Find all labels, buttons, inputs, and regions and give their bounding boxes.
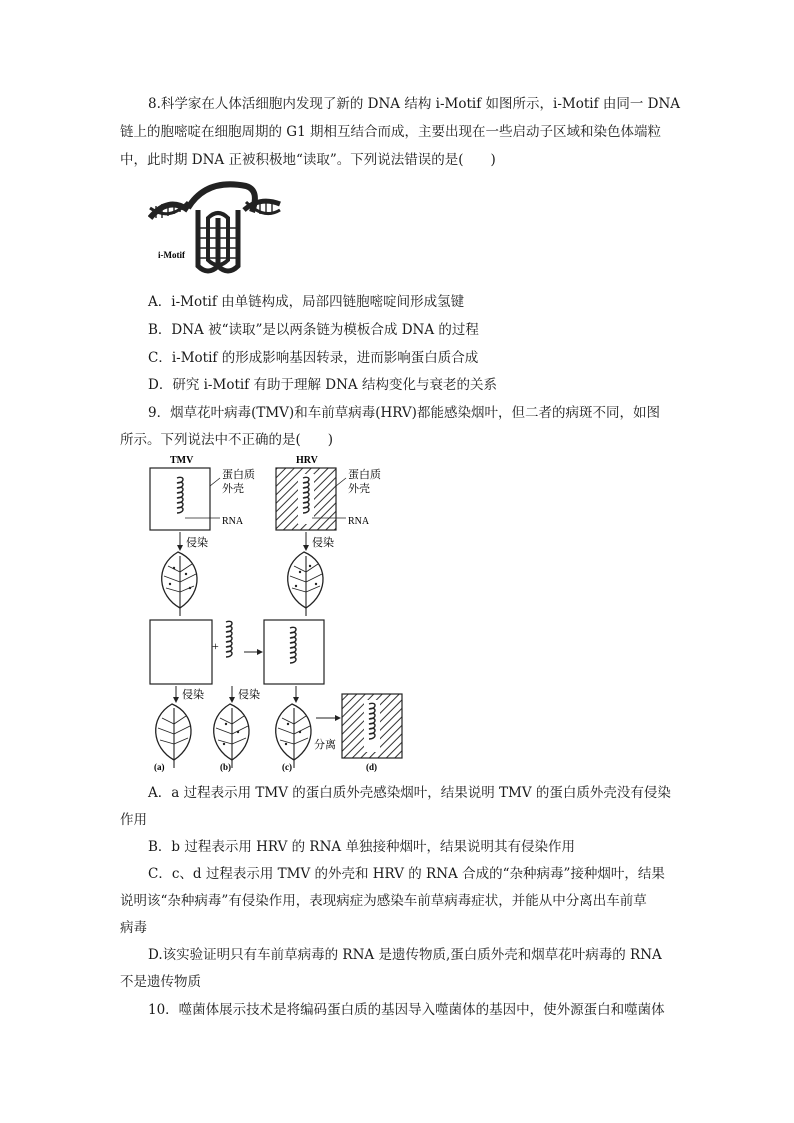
protein-shell-box (150, 620, 212, 684)
hrv-infect-label: 侵染 (312, 537, 334, 549)
infect-label-b: 侵染 (238, 689, 260, 701)
label-d: (d) (366, 762, 377, 772)
virus-experiment-figure (140, 452, 420, 774)
tmv-leaf (162, 552, 197, 616)
label-a: (a) (154, 762, 165, 772)
q10-stem-line1: 10．噬菌体展示技术是将编码蛋白质的基因导入噬菌体的基因中，使外源蛋白和噬菌体 (148, 1002, 665, 1018)
tmv-protein-label-1: 蛋白质 (222, 469, 255, 481)
separate-label: 分离 (314, 739, 336, 751)
label-b: (b) (220, 762, 231, 772)
infect-label-a: 侵染 (182, 689, 204, 701)
q8-option-a: A．i-Motif 由单链构成，局部四链胞嘧啶间形成氢键 (148, 294, 465, 310)
q9-option-d-line2: 不是遗传物质 (120, 974, 201, 990)
i-motif-label: i-Motif (158, 250, 185, 260)
leaf-b (214, 704, 249, 768)
q9-option-a-line2: 作用 (120, 812, 147, 828)
tmv-infect-label: 侵染 (186, 537, 208, 549)
leaf-c (276, 704, 311, 768)
q8-option-c: C．i-Motif 的形成影响基因转录，进而影响蛋白质合成 (148, 350, 479, 366)
q9-option-a-line1: A．a 过程表示用 TMV 的蛋白质外壳感染烟叶，结果说明 TMV 的蛋白质外壳没有侵染 (148, 785, 671, 801)
tmv-protein-label-2: 外壳 (222, 483, 244, 495)
q8-option-d: D．研究 i-Motif 有助于理解 DNA 结构变化与衰老的关系 (148, 377, 497, 393)
q8-option-b: B．DNA 被“读取”是以两条链为模板合成 DNA 的过程 (148, 322, 479, 338)
q9-option-c-line1: C．c、d 过程表示用 TMV 的外壳和 HRV 的 RNA 合成的“杂种病毒”接种烟叶，结果 (148, 866, 665, 882)
hrv-protein-label-1: 蛋白质 (348, 469, 381, 481)
q9-option-c-line2: 说明该“杂种病毒”有侵染作用，表现病症为感染车前草病毒症状，并能从中分离出车前草 (120, 893, 647, 909)
plus-sign: + (212, 639, 219, 653)
hrv-rna-alone (226, 621, 232, 657)
q9-option-d-line1: D.该实验证明只有车前草病毒的 RNA 是遗传物质,蛋白质外壳和烟草花叶病毒的 RNA (148, 947, 662, 963)
q9-stem-line1: 9．烟草花叶病毒(TMV)和车前草病毒(HRV)都能感染烟叶，但二者的病斑不同，如图 (148, 405, 660, 421)
q8-stem-line1: 8.科学家在人体活细胞内发现了新的 DNA 结构 i-Motif 如图所示，i-Motif 由同一 DNA (148, 96, 681, 112)
hrv-rna-label: RNA (348, 516, 370, 527)
q9-option-c-line3: 病毒 (120, 920, 147, 936)
label-c: (c) (282, 762, 292, 772)
hrv-leaf (288, 552, 323, 616)
q9-stem-line2: 所示。下列说法中不正确的是( ) (120, 432, 334, 448)
tmv-label: TMV (170, 455, 194, 466)
q9-option-b: B．b 过程表示用 HRV 的 RNA 单独接种烟叶，结果说明其有侵染作用 (148, 839, 575, 855)
tmv-rna-label: RNA (222, 516, 244, 527)
q8-stem-line2: 链上的胞嘧啶在细胞周期的 G1 期相互结合而成，主要出现在一些启动子区域和染色体端粒 (120, 124, 661, 140)
hrv-protein-label-2: 外壳 (348, 483, 370, 495)
hrv-label: HRV (296, 455, 318, 466)
q8-stem-line3: 中，此时期 DNA 正被积极地“读取”。下列说法错误的是( ) (120, 152, 496, 168)
leaf-a (156, 704, 191, 768)
i-motif-figure (148, 178, 283, 278)
